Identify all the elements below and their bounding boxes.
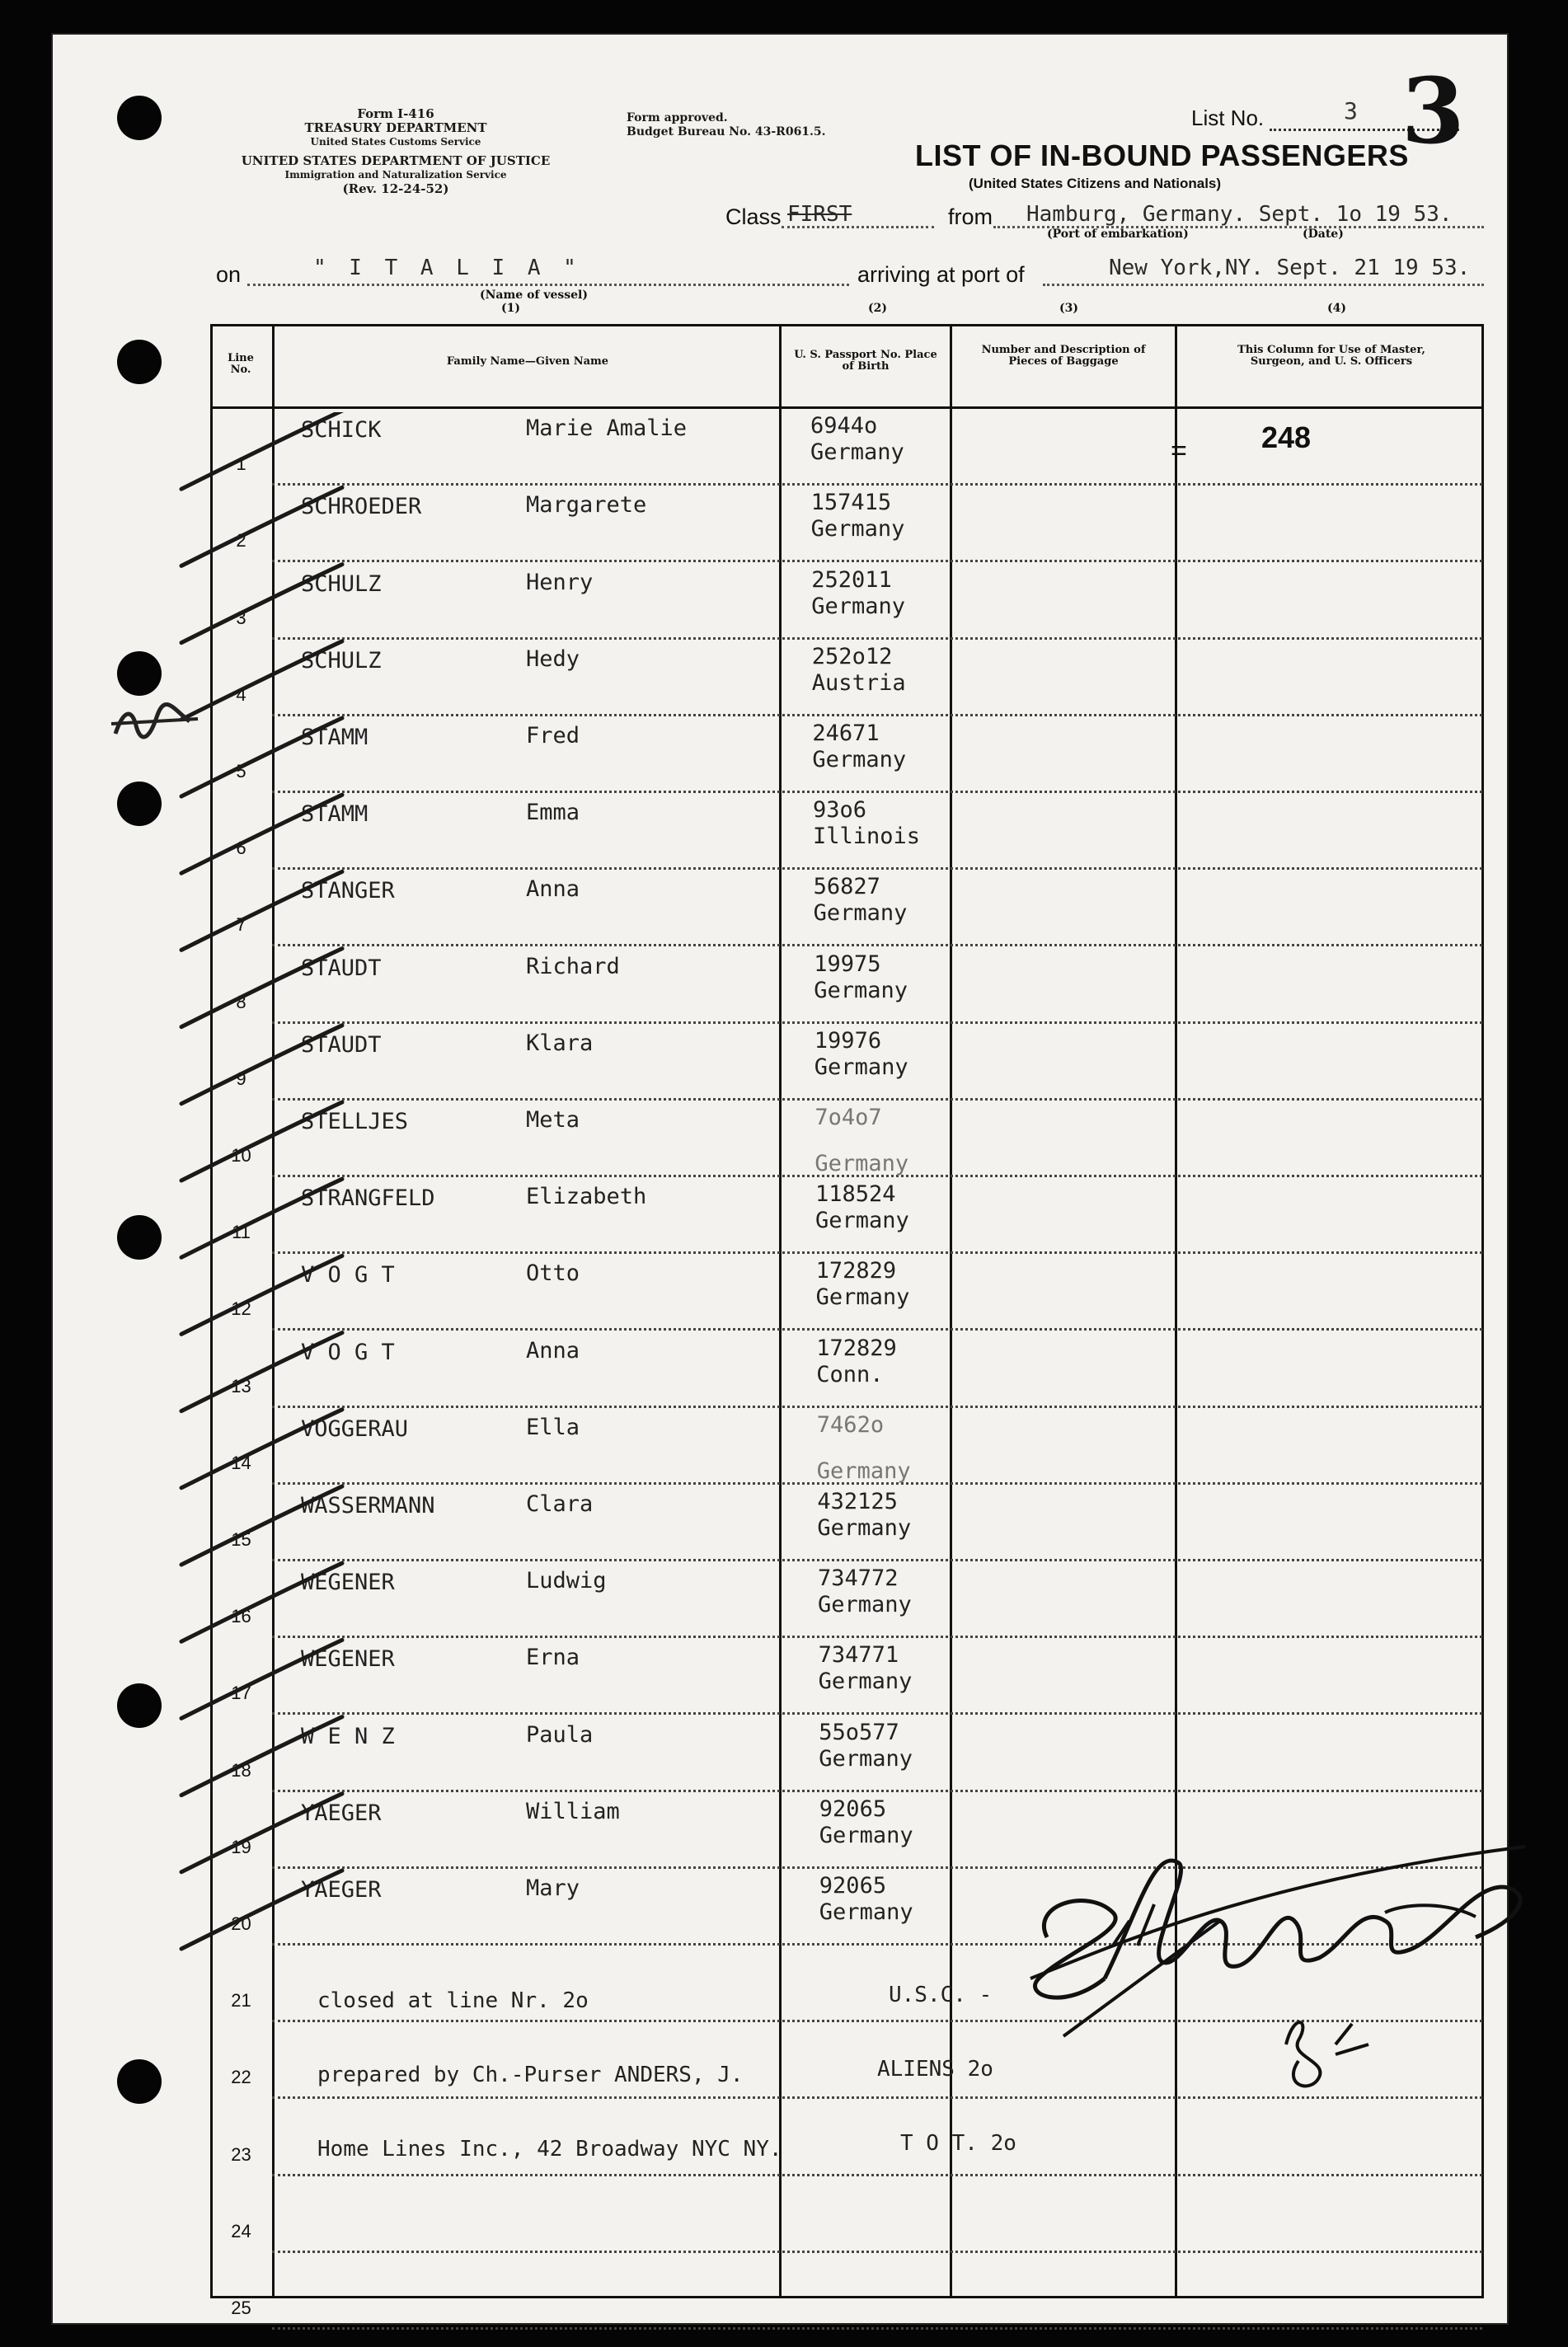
- place-of-birth: Austria: [811, 669, 906, 696]
- family-name: STAUDT: [301, 955, 382, 981]
- handwritten-page-number: 3: [1401, 58, 1465, 164]
- place-of-birth: Germany: [815, 1151, 909, 1176]
- passport-number: 172829: [815, 1258, 897, 1284]
- row-rule: [272, 1098, 1482, 1101]
- closing-right-2: ALIENS 2o: [877, 2057, 993, 2082]
- officer-dash: =: [1171, 435, 1187, 467]
- passport-number: 172829: [816, 1335, 897, 1361]
- passport-number: 92065: [819, 1795, 887, 1822]
- passport-number: 93o6: [813, 797, 867, 824]
- line-number: 10: [231, 1145, 251, 1166]
- family-name: V O G T: [301, 1339, 395, 1365]
- passport-number: 734772: [818, 1565, 899, 1592]
- line-number: 14: [231, 1452, 251, 1473]
- vessel-caption: (Name of vessel): [480, 289, 588, 302]
- given-name: Hedy: [526, 645, 580, 672]
- passport-number: 55o577: [819, 1719, 899, 1745]
- given-name: Marie Amalie: [526, 415, 688, 442]
- col-line-no: Line No.: [228, 352, 254, 376]
- check-stroke: [181, 1486, 342, 1565]
- line-number: 4: [236, 683, 246, 705]
- family-name: V O G T: [301, 1262, 395, 1289]
- place-of-birth: Germany: [819, 1745, 913, 1772]
- form-number: Form I-416: [357, 106, 434, 121]
- arriving-value: New York,NY. Sept. 21 19 53.: [1109, 256, 1471, 280]
- row-rule: [272, 1021, 1482, 1024]
- closing-right-1: U.S.C. -: [889, 1983, 993, 2007]
- binder-hole: [117, 782, 162, 826]
- vessel-dots: [247, 284, 849, 286]
- page-title: LIST OF IN-BOUND PASSENGERS: [915, 138, 1409, 172]
- check-stroke: [181, 565, 342, 643]
- check-stroke: [181, 1026, 342, 1104]
- place-of-birth: Germany: [815, 1284, 910, 1311]
- binder-hole: [117, 96, 162, 140]
- family-name: VOGGERAU: [301, 1415, 409, 1442]
- check-stroke: [181, 949, 342, 1027]
- given-name: Ella: [526, 1414, 580, 1440]
- given-name: Paula: [526, 1721, 594, 1748]
- family-name: STAMM: [301, 801, 369, 828]
- passport-number: 19976: [814, 1027, 882, 1054]
- given-name: Otto: [526, 1260, 580, 1287]
- row-rule: [272, 714, 1482, 716]
- check-stroke: [181, 1563, 342, 1641]
- given-name: Anna: [526, 1337, 580, 1364]
- customs-service: United States Customs Service: [310, 136, 481, 148]
- family-name: WASSERMANN: [301, 1493, 435, 1519]
- line-number: 21: [231, 1990, 251, 2011]
- row-rule: [272, 1251, 1482, 1254]
- binder-hole: [117, 2059, 162, 2104]
- passport-number: 157415: [810, 490, 892, 516]
- row-rule: [272, 944, 1482, 946]
- closing-tally: [877, 1933, 1016, 2180]
- given-name: William: [526, 1798, 620, 1824]
- passport-number: 56827: [813, 874, 880, 900]
- check-stroke: [181, 1256, 342, 1334]
- place-of-birth: Germany: [815, 1208, 909, 1234]
- line-number: 13: [231, 1375, 251, 1396]
- family-name: SCHICK: [301, 417, 382, 444]
- family-name: WEGENER: [301, 1646, 395, 1673]
- pen-check-marks: [165, 412, 371, 1995]
- family-name: YAEGER: [301, 1877, 382, 1903]
- check-stroke: [181, 1333, 342, 1411]
- passport-number: 6944o: [810, 413, 878, 439]
- place-of-birth: Germany: [812, 747, 907, 772]
- port-caption: (Port of embarkation): [1047, 228, 1189, 241]
- family-name: SCHULZ: [301, 647, 382, 674]
- row-rule: [272, 2327, 1482, 2330]
- check-stroke: [181, 795, 342, 873]
- closing-line-3: Home Lines Inc., 42 Broadway NYC NY.: [317, 2137, 782, 2162]
- family-name: STANGER: [301, 878, 395, 904]
- line-number: 2: [236, 530, 246, 552]
- check-stroke: [181, 1179, 342, 1257]
- passport-number: 252011: [811, 566, 892, 593]
- place-of-birth: Germany: [813, 900, 908, 927]
- line-number: 1: [236, 453, 246, 475]
- passport-number: 7o4o7: [815, 1105, 882, 1130]
- given-name: Elizabeth: [526, 1184, 647, 1210]
- given-name: Meta: [526, 1107, 580, 1133]
- line-number: 8: [236, 991, 246, 1012]
- place-of-birth: Germany: [819, 1899, 913, 1925]
- caption-4: (4): [1327, 302, 1346, 315]
- line-number: 7: [236, 914, 246, 936]
- line-number: 15: [231, 1529, 251, 1550]
- closing-line-1: closed at line Nr. 2o: [317, 1988, 589, 2013]
- family-name: STAUDT: [301, 1031, 382, 1058]
- officer-signature: [1014, 1814, 1542, 2160]
- line-number: 3: [236, 607, 246, 628]
- form-block: [206, 107, 585, 196]
- family-name: STRANGFELD: [301, 1185, 435, 1212]
- line-number: 23: [231, 2143, 251, 2165]
- check-stroke: [181, 412, 342, 489]
- line-number: 17: [231, 1683, 251, 1704]
- row-rule: [272, 637, 1482, 640]
- margin-scribble: [99, 676, 206, 758]
- passport-number: 92065: [819, 1873, 887, 1899]
- given-name: Clara: [526, 1491, 594, 1517]
- from-value: Hamburg, Germany. Sept. 1o 19 53.: [1026, 202, 1453, 227]
- line-number: 9: [236, 1068, 246, 1089]
- check-stroke: [181, 1410, 342, 1488]
- line-number: 22: [231, 2067, 251, 2088]
- line-number: 24: [231, 2220, 251, 2241]
- passport-number: 24671: [812, 721, 880, 746]
- approval-block: [627, 111, 841, 139]
- given-name: Ludwig: [526, 1568, 607, 1594]
- check-stroke: [181, 487, 342, 566]
- given-name: Mary: [526, 1875, 580, 1901]
- row-rule: [272, 2251, 1482, 2253]
- page-subtitle: (United States Citizens and Nationals): [969, 176, 1222, 191]
- family-name: YAEGER: [301, 1800, 382, 1826]
- col-officers: This Column for Use of Master, Surgeon, and U. S. Officers: [1237, 344, 1425, 368]
- row-rule: [272, 560, 1482, 562]
- binder-hole: [117, 1683, 162, 1728]
- line-number: 6: [236, 838, 246, 859]
- passport-number: 19975: [814, 951, 881, 977]
- ins-service: Immigration and Naturalization Service: [284, 169, 507, 181]
- passport-number: 7462o: [816, 1411, 885, 1438]
- place-of-birth: Germany: [810, 516, 905, 542]
- family-name: SCHROEDER: [301, 494, 422, 520]
- given-name: Richard: [526, 953, 620, 979]
- check-stroke: [181, 871, 342, 950]
- place-of-birth: Germany: [817, 1515, 912, 1541]
- place-of-birth: Germany: [814, 1054, 908, 1080]
- check-stroke: [181, 1794, 342, 1872]
- col-name: Family Name—Given Name: [446, 355, 609, 368]
- line-number: 19: [231, 1836, 251, 1857]
- given-name: Margarete: [526, 492, 647, 519]
- check-stroke: [181, 1871, 342, 1949]
- row-rule: [272, 867, 1482, 870]
- list-number-typed: 3: [1344, 97, 1358, 124]
- line-number: 25: [231, 2298, 251, 2318]
- col-baggage: Number and Description of Pieces of Baggage: [981, 344, 1146, 368]
- given-name: Anna: [526, 876, 580, 903]
- given-name: Henry: [526, 569, 594, 595]
- place-of-birth: Illinois: [813, 824, 921, 850]
- passport-number: 118524: [815, 1181, 896, 1208]
- binder-hole: [117, 340, 162, 384]
- row-rule: [272, 1559, 1482, 1561]
- given-name: Erna: [526, 1645, 580, 1671]
- row-rule: [272, 1712, 1482, 1715]
- check-stroke: [181, 1640, 342, 1718]
- place-of-birth: Germany: [816, 1457, 911, 1484]
- row-rule: [272, 791, 1482, 793]
- place-of-birth: Germany: [818, 1669, 913, 1695]
- approved-text: Form approved.: [627, 111, 728, 124]
- row-rule: [272, 1328, 1482, 1331]
- check-stroke: [181, 1717, 342, 1795]
- binder-hole: [117, 1215, 162, 1260]
- line-number: 16: [231, 1606, 251, 1627]
- budget-text: Budget Bureau No. 43-R061.5.: [627, 125, 826, 138]
- place-of-birth: Germany: [819, 1822, 913, 1848]
- place-of-birth: Germany: [811, 593, 905, 619]
- caption-1: (1): [501, 302, 520, 315]
- family-name: SCHULZ: [301, 570, 382, 597]
- class-value: FIRST: [787, 202, 852, 227]
- given-name: Fred: [526, 723, 580, 749]
- form-revision: (Rev. 12-24-52): [342, 181, 449, 196]
- row-rule: [272, 1636, 1482, 1638]
- check-stroke: [181, 1102, 342, 1181]
- family-name: W E N Z: [301, 1723, 395, 1749]
- closing-line-2: prepared by Ch.-Purser ANDERS, J.: [317, 2063, 744, 2087]
- arriving-label: arriving at port of: [857, 262, 1025, 287]
- family-name: STAMM: [301, 725, 369, 750]
- line-number: 12: [231, 1298, 251, 1320]
- passport-number: 252o12: [811, 643, 893, 669]
- row-rule: [272, 1790, 1482, 1792]
- passport-number: 734771: [818, 1642, 899, 1669]
- given-name: Emma: [526, 800, 580, 826]
- passport-number: 432125: [817, 1489, 898, 1514]
- place-of-birth: Germany: [818, 1592, 912, 1618]
- place-of-birth: Germany: [814, 977, 908, 1003]
- given-name: Klara: [526, 1030, 594, 1056]
- line-number: 20: [231, 1913, 251, 1934]
- vessel-name: " I T A L I A ": [313, 256, 581, 280]
- officer-mark: 248: [1261, 420, 1312, 454]
- line-number: 18: [231, 1759, 251, 1781]
- caption-2: (2): [868, 302, 887, 315]
- justice-dept: UNITED STATES DEPARTMENT OF JUSTICE: [241, 153, 551, 168]
- list-label: List No.: [1191, 106, 1265, 130]
- on-label: on: [216, 262, 242, 287]
- department: TREASURY DEPARTMENT: [304, 120, 487, 135]
- col-passport: U. S. Passport No. Place of Birth: [794, 349, 937, 373]
- caption-3: (3): [1059, 302, 1078, 315]
- header-rule: [210, 406, 1484, 409]
- class-label: Class: [725, 204, 782, 229]
- date-caption: (Date): [1303, 228, 1344, 241]
- family-name: WEGENER: [301, 1570, 395, 1596]
- line-number: 11: [232, 1222, 251, 1243]
- closing-right-3: T O T. 2o: [900, 2131, 1016, 2156]
- place-of-birth: Germany: [810, 439, 904, 466]
- closing-notes: [317, 1939, 782, 2186]
- place-of-birth: Conn.: [816, 1361, 884, 1387]
- row-rule: [272, 1406, 1482, 1408]
- family-name: STELLJES: [301, 1109, 409, 1134]
- from-label: from: [948, 204, 993, 229]
- line-number: 5: [236, 761, 246, 782]
- arriving-dots: [1043, 284, 1484, 286]
- row-rule: [272, 483, 1482, 486]
